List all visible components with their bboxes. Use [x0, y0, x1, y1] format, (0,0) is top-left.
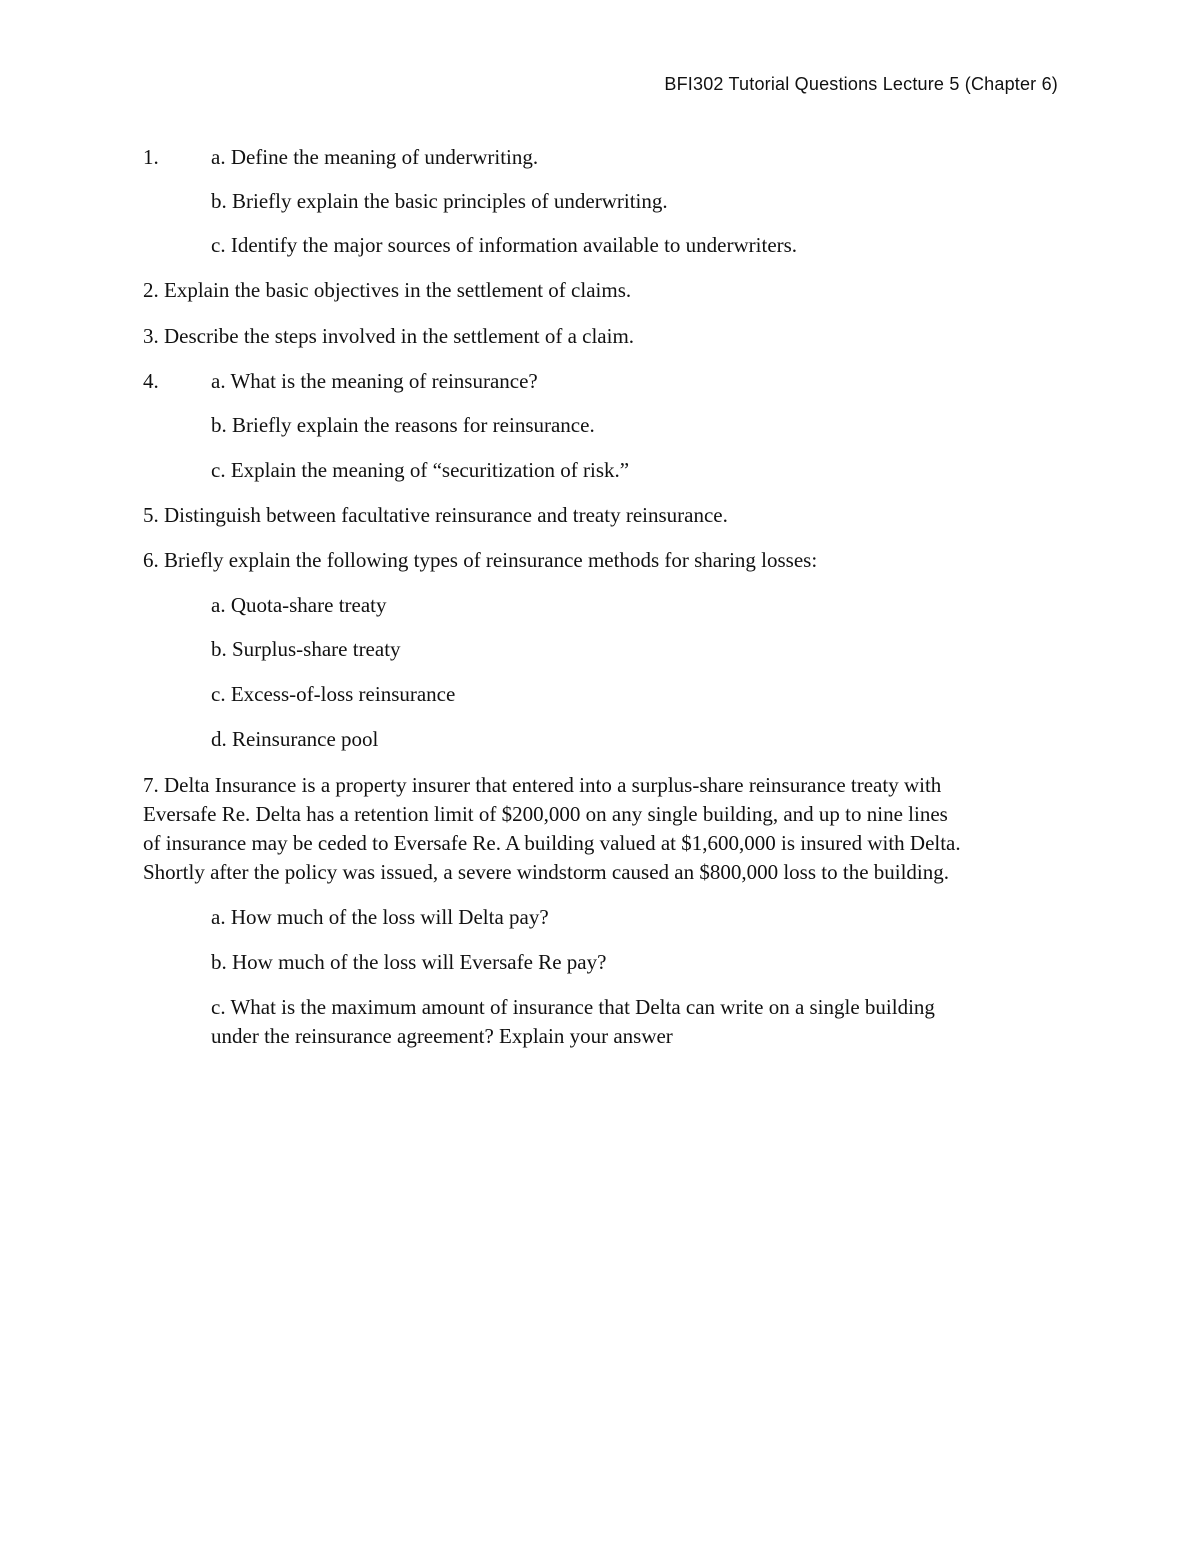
- question-6d: d. Reinsurance pool: [211, 727, 379, 751]
- question-4c: c. Explain the meaning of “securitization of risk.”: [211, 458, 630, 482]
- question-7a: a. How much of the loss will Delta pay?: [211, 905, 549, 929]
- question-1-number: 1.: [143, 145, 159, 169]
- question-7-line-3: of insurance may be ceded to Eversafe Re. A building valued at $1,600,000 is insured with Delta.: [143, 831, 961, 855]
- page-header: BFI302 Tutorial Questions Lecture 5 (Chapter 6): [664, 74, 1058, 94]
- question-4-number: 4.: [143, 369, 159, 393]
- question-7-line-2: Eversafe Re. Delta has a retention limit of $200,000 on any single building, and up to nine lines: [143, 802, 948, 826]
- question-7-line-4: Shortly after the policy was issued, a severe windstorm caused an $800,000 loss to the building.: [143, 860, 950, 884]
- question-7c-line-1: c. What is the maximum amount of insurance that Delta can write on a single building: [211, 995, 935, 1019]
- question-5: 5. Distinguish between facultative reinsurance and treaty reinsurance.: [143, 503, 728, 527]
- question-7-line-1: 7. Delta Insurance is a property insurer that entered into a surplus-share reinsurance treaty with: [143, 773, 942, 797]
- question-1a: a. Define the meaning of underwriting.: [211, 145, 539, 169]
- question-6b: b. Surplus-share treaty: [211, 637, 401, 661]
- question-6c: c. Excess-of-loss reinsurance: [211, 682, 456, 706]
- question-3: 3. Describe the steps involved in the settlement of a claim.: [143, 324, 635, 348]
- question-1c: c. Identify the major sources of information available to underwriters.: [211, 233, 798, 257]
- question-4a: a. What is the meaning of reinsurance?: [211, 369, 538, 393]
- question-7c-line-2: under the reinsurance agreement? Explain your answer: [211, 1024, 673, 1048]
- question-6a: a. Quota-share treaty: [211, 593, 387, 617]
- question-2: 2. Explain the basic objectives in the settlement of claims.: [143, 278, 632, 302]
- question-1b: b. Briefly explain the basic principles of underwriting.: [211, 189, 668, 213]
- question-6: 6. Briefly explain the following types of reinsurance methods for sharing losses:: [143, 548, 818, 572]
- question-7b: b. How much of the loss will Eversafe Re pay?: [211, 950, 607, 974]
- question-4b: b. Briefly explain the reasons for reinsurance.: [211, 413, 595, 437]
